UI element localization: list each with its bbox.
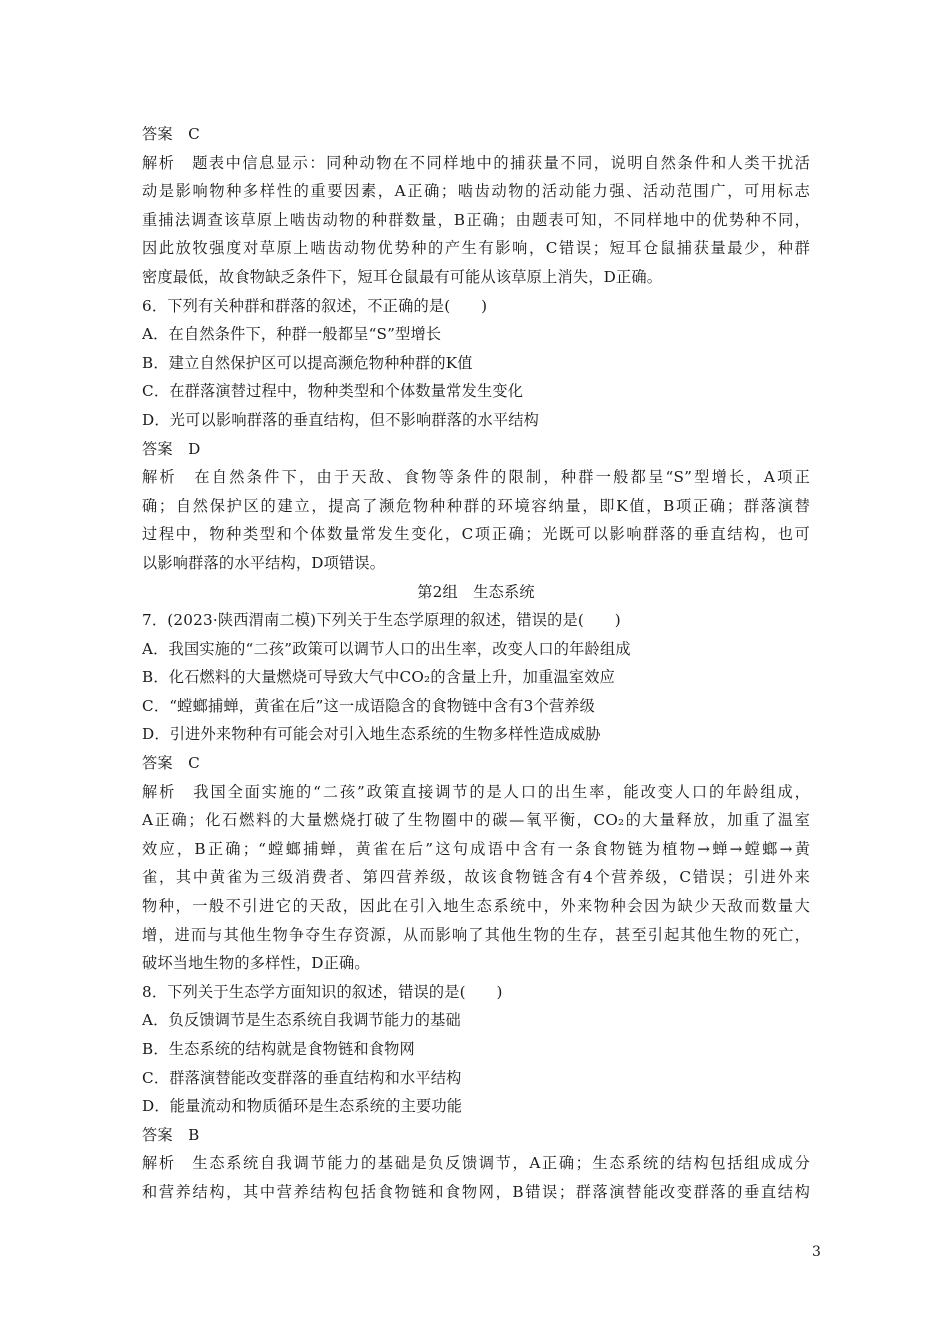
text-line: 确；自然保护区的建立，提高了濒危物种种群的环境容纳量，即K值，B项正确；群落演替 xyxy=(142,496,810,515)
text-line: 效应，B正确；“螳螂捕蝉，黄雀在后”这句成语中含有一条食物链为植物→蝉→螳螂→黄 xyxy=(142,839,810,858)
option-line: A．我国实施的“二孩”政策可以调节人口的出生率，改变人口的年龄组成 xyxy=(142,639,631,658)
question-stem: 6．下列有关种群和群落的叙述，不正确的是( ) xyxy=(142,296,488,315)
question-stem: 8．下列关于生态学方面知识的叙述，错误的是( ) xyxy=(142,982,503,1001)
text-line: 增，进而与其他生物争夺生存资源，从而影响了其他生物的生存，甚至引起其他生物的死亡， xyxy=(142,925,810,944)
text-line: 重捕法调查该草原上啮齿动物的种群数量，B正确；由题表可知，不同样地中的优势种不同， xyxy=(142,210,810,229)
text-line: 解析 题表中信息显示：同种动物在不同样地中的捕获量不同，说明自然条件和人类干扰活 xyxy=(142,153,810,172)
option-line: A．负反馈调节是生态系统自我调节能力的基础 xyxy=(142,1011,461,1030)
option-line: D．引进外来物种有可能会对引入地生态系统的生物多样性造成威胁 xyxy=(142,725,601,744)
text-line: 物种，一般不引进它的天敌，因此在引入地生态系统中，外来物种会因为缺少天敌而数量大 xyxy=(142,897,810,916)
document-body xyxy=(142,120,810,1207)
option-line: B．建立自然保护区可以提高濒危物种种群的K值 xyxy=(142,353,473,372)
option-line: B．生态系统的结构就是食物链和食物网 xyxy=(142,1040,415,1058)
text-line: 解析 我国全面实施的“二孩”政策直接调节的是人口的出生率，能改变人口的年龄组成， xyxy=(142,782,810,801)
section-heading: 第2组 生态系统 xyxy=(417,582,535,601)
text-line: 破坏当地生物的多样性，D正确。 xyxy=(142,954,370,973)
text-line: 解析 在自然条件下，由于天敌、食物等条件的限制，种群一般都呈“S”型增长，A项正 xyxy=(142,468,810,487)
page-number: 3 xyxy=(812,1244,821,1260)
option-line: D．光可以影响群落的垂直结构，但不影响群落的水平结构 xyxy=(142,410,540,429)
text-line: 密度最低，故食物缺乏条件下，短耳仓鼠最有可能从该草原上消失，D正确。 xyxy=(142,267,663,286)
option-line: B．化石燃料的大量燃烧可导致大气中CO₂的含量上升，加重温室效应 xyxy=(142,668,615,687)
answer-line: 答案 B xyxy=(142,1125,200,1144)
text-line: 过程中，物种类型和个体数量常发生变化，C项正确；光既可以影响群落的垂直结构，也可 xyxy=(142,525,810,544)
text-line: 因此放牧强度对草原上啮齿动物优势种的产生有影响，C错误；短耳仓鼠捕获量最少，种群 xyxy=(142,239,810,258)
answer-line: 答案 D xyxy=(142,439,201,458)
option-line: C．群落演替能改变群落的垂直结构和水平结构 xyxy=(142,1068,462,1087)
text-line: 和营养结构，其中营养结构包括食物链和食物网，B错误；群落演替能改变群落的垂直结构 xyxy=(142,1182,810,1201)
option-line: C．在群落演替过程中，物种类型和个体数量常发生变化 xyxy=(142,382,524,401)
question-stem: 7．(2023·陕西渭南二模)下列关于生态学原理的叙述，错误的是( ) xyxy=(142,611,621,630)
option-line: A．在自然条件下，种群一般都呈“S”型增长 xyxy=(142,325,442,344)
option-line: D．能量流动和物质循环是生态系统的主要功能 xyxy=(142,1097,463,1116)
text-line: A正确；化石燃料的大量燃烧打破了生物圈中的碳—氧平衡，CO₂的大量释放，加重了温室 xyxy=(142,811,810,830)
option-line: C．“螳螂捕蝉，黄雀在后”这一成语隐含的食物链中含有3个营养级 xyxy=(142,696,596,715)
text-line: 答案 C xyxy=(142,125,200,143)
text-line: 解析 生态系统自我调节能力的基础是负反馈调节，A正确；生态系统的结构包括组成成分 xyxy=(142,1154,810,1173)
text-line: 以影响群落的水平结构，D项错误。 xyxy=(142,553,386,572)
text-line: 雀，其中黄雀为三级消费者、第四营养级，故该食物链含有4个营养级，C错误；引进外来 xyxy=(142,868,810,887)
answer-line: 答案 C xyxy=(142,754,200,773)
text-line: 动是影响物种多样性的重要因素，A正确；啮齿动物的活动能力强、活动范围广，可用标志 xyxy=(142,182,810,201)
